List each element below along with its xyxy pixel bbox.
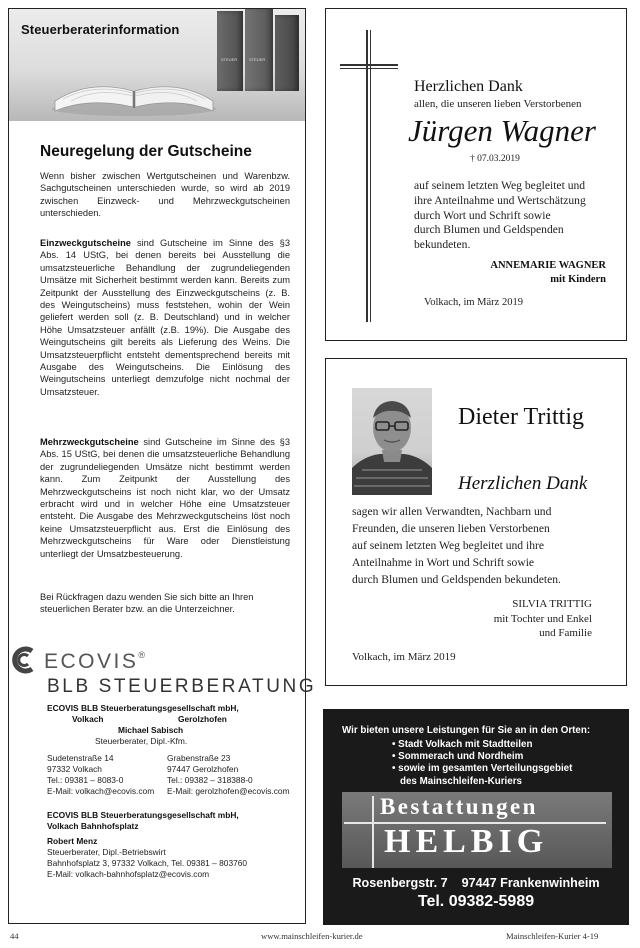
notice-place-date: Volkach, im März 2019	[424, 297, 523, 308]
article-paragraph: Einzweckgutscheine sind Gutscheine im Sinne des §3 Abs. 14 UStG, bei denen bereits bei Ausstellung die umsatzsteuerliche Behandlung der zugrundeliegenden Umsätze mit Sicherheit bestimmt werden kann. Bereits zum Zeitpunkt der Ausstellung des Einzweckgutscheins (z. B. des Weingutscheins) muss feststehen, wohin der Wein geliefert werden soll (z. B. Deutschland) und in welcher Höhe Umsatzsteuer anfällt (z.B. 19%). Die Ausgabe des Weingutscheins gilt bereits als Lieferung des Weins. Die Umsatzsteuerpflicht entsteht dementsprechend bereits mit Ausgabe des Weingutscheins. Die Einlösung des Weingutscheins unterliegt demzufolge nicht nochmal der Umsatzsteuer.	[40, 238, 290, 397]
location-gerolzhofen: Gerolzhofen	[178, 714, 227, 724]
blb-steuerberatung-title: BLB STEUERBERATUNG	[47, 676, 317, 697]
bullet-icon: •	[392, 751, 399, 763]
notice-signer: SILVIA TRITTIG mit Tochter und Enkel und Familie	[493, 598, 592, 639]
deceased-name: Jürgen Wagner	[408, 113, 596, 148]
issue-label: Mainschleifen-Kurier 4-19	[506, 931, 599, 941]
book-spine: STEUER	[245, 9, 273, 91]
term-einzweck: Einzweckgutscheine	[40, 238, 131, 248]
cross-icon	[366, 30, 368, 322]
helbig-logo-word: Bestattungen	[380, 794, 538, 819]
ecovis-logo-icon	[10, 645, 40, 675]
helbig-locations: • Stadt Volkach mit Stadtteilen • Sommerach und Nordheim • sowie im gesamten Verteilungsgebiet des Mainschleifen-Kuriers	[392, 739, 573, 787]
notice-subheading: allen, die unseren lieben Verstorbenen	[414, 98, 582, 110]
header-banner	[9, 9, 305, 121]
ecovis-wordmark: ECOVIS®	[44, 650, 145, 673]
bullet-icon: •	[392, 739, 399, 750]
advisor-name: Michael Sabisch	[118, 725, 184, 735]
article-paragraph: Bei Rückfragen dazu wenden Sie sich bitte an Ihren steuerlichen Berater bzw. an die Unterzeichner.	[40, 592, 254, 615]
notice-place-date: Volkach, im März 2019	[352, 651, 456, 663]
bullet-icon: •	[392, 763, 399, 775]
cross-icon	[372, 796, 374, 868]
list-item: • Stadt Volkach mit Stadtteilen	[392, 739, 533, 750]
open-book-illustration	[49, 55, 219, 117]
notice-heading: Herzlichen Dank	[414, 78, 523, 95]
article-paragraph: Mehrzweckgutscheine sind Gutscheine im Sinne des §3 Abs. 15 UStG, bei denen die umsatzsteuerliche Behandlung der zugrundeliegenden Umsätze nicht bestimmt werden kann. Zum Zeitpunkt der Ausstellung des Mehrzweckgutscheins ist noch nicht klar, wo der Umsatz erbracht wird und in welcher Höhe eine Umsatzsteuer entsteht. Die Ausgabe des Mehrzweckgutscheins löst noch keine Umsatzsteuerpflicht aus. Erst die Einlösung des Mehrzweckgutscheins für Ware oder Dienstleistung unterliegt der Umsatzbesteuerung.	[40, 437, 290, 559]
office-volkach: Sudetenstraße 14 97332 Volkach Tel.: 09381 – 8083-0 E-Mail: volkach@ecovis.com	[47, 753, 155, 796]
list-item: • Sommerach und Nordheim	[392, 751, 524, 763]
helbig-address: Rosenbergstr. 7 97447 Frankenwinheim	[352, 876, 600, 890]
portrait-photo	[352, 388, 432, 495]
advisor-bahnhofsplatz: Robert Menz Steuerberater, Dipl.-Betriebswirt Bahnhofsplatz 3, 97332 Volkach, Tel. 09381 – 803760 E-Mail: volkach-bahnhofsplatz@ecovis.com	[47, 836, 248, 879]
location-volkach: Volkach	[72, 714, 104, 724]
helbig-phone: Tel. 09382-5989	[417, 893, 535, 910]
website: www.mainschleifen-kurier.de	[261, 931, 363, 941]
notice-heading: Herzlichen Dank	[458, 473, 588, 494]
company-name: ECOVIS BLB Steuerberatungsgesellschaft mbH,	[47, 703, 239, 713]
notice-body: auf seinem letzten Weg begleitet und ihre Anteilnahme und Wertschätzung durch Wort und Schrift sowie durch Blumen und Geldspenden bekundeten.	[414, 179, 586, 252]
death-date: † 07.03.2019	[470, 154, 520, 164]
list-item: • sowie im gesamten Verteilungsgebiet	[392, 763, 573, 775]
header-title: Steuerberaterinformation	[21, 22, 180, 37]
helbig-intro: Wir bieten unsere Leistungen für Sie an in den Orten:	[342, 725, 591, 736]
page-number: 44	[10, 931, 19, 941]
helbig-logo-name: HELBIG	[384, 823, 549, 860]
notice-body: sagen wir allen Verwandten, Nachbarn und Freunden, die unseren lieben Verstorbenen auf seinem letzten Weg begleitet und ihre Anteilnahme in Wort und Schrift sowie durch Blumen und Geldspenden bekundeten.	[352, 505, 561, 586]
book-spine: STEUER	[217, 11, 243, 91]
deceased-name: Dieter Trittig	[458, 404, 585, 430]
book-spine	[275, 15, 299, 91]
company-bahnhofsplatz: ECOVIS BLB Steuerberatungsgesellschaft mbH, Volkach Bahnhofsplatz	[47, 810, 239, 831]
term-mehrzweck: Mehrzweckgutscheine	[40, 437, 139, 447]
office-gerolzhofen: Grabenstraße 23 97447 Gerolzhofen Tel.: 09382 – 318388-0 E-Mail: gerolzhofen@ecovis.com	[167, 753, 290, 796]
article-paragraph: Wenn bisher zwischen Wertgutscheinen und Warenbzw. Sachgutscheinen unterschieden wurde, so wird ab 2019 zwischen Einzweck- und Mehrzweckgutscheinen unterschieden.	[40, 171, 290, 219]
notice-signer: ANNEMARIE WAGNER mit Kindern	[490, 260, 606, 285]
article-heading: Neuregelung der Gutscheine	[40, 143, 252, 160]
advisor-title: Steuerberater, Dipl.-Kfm.	[95, 736, 188, 746]
